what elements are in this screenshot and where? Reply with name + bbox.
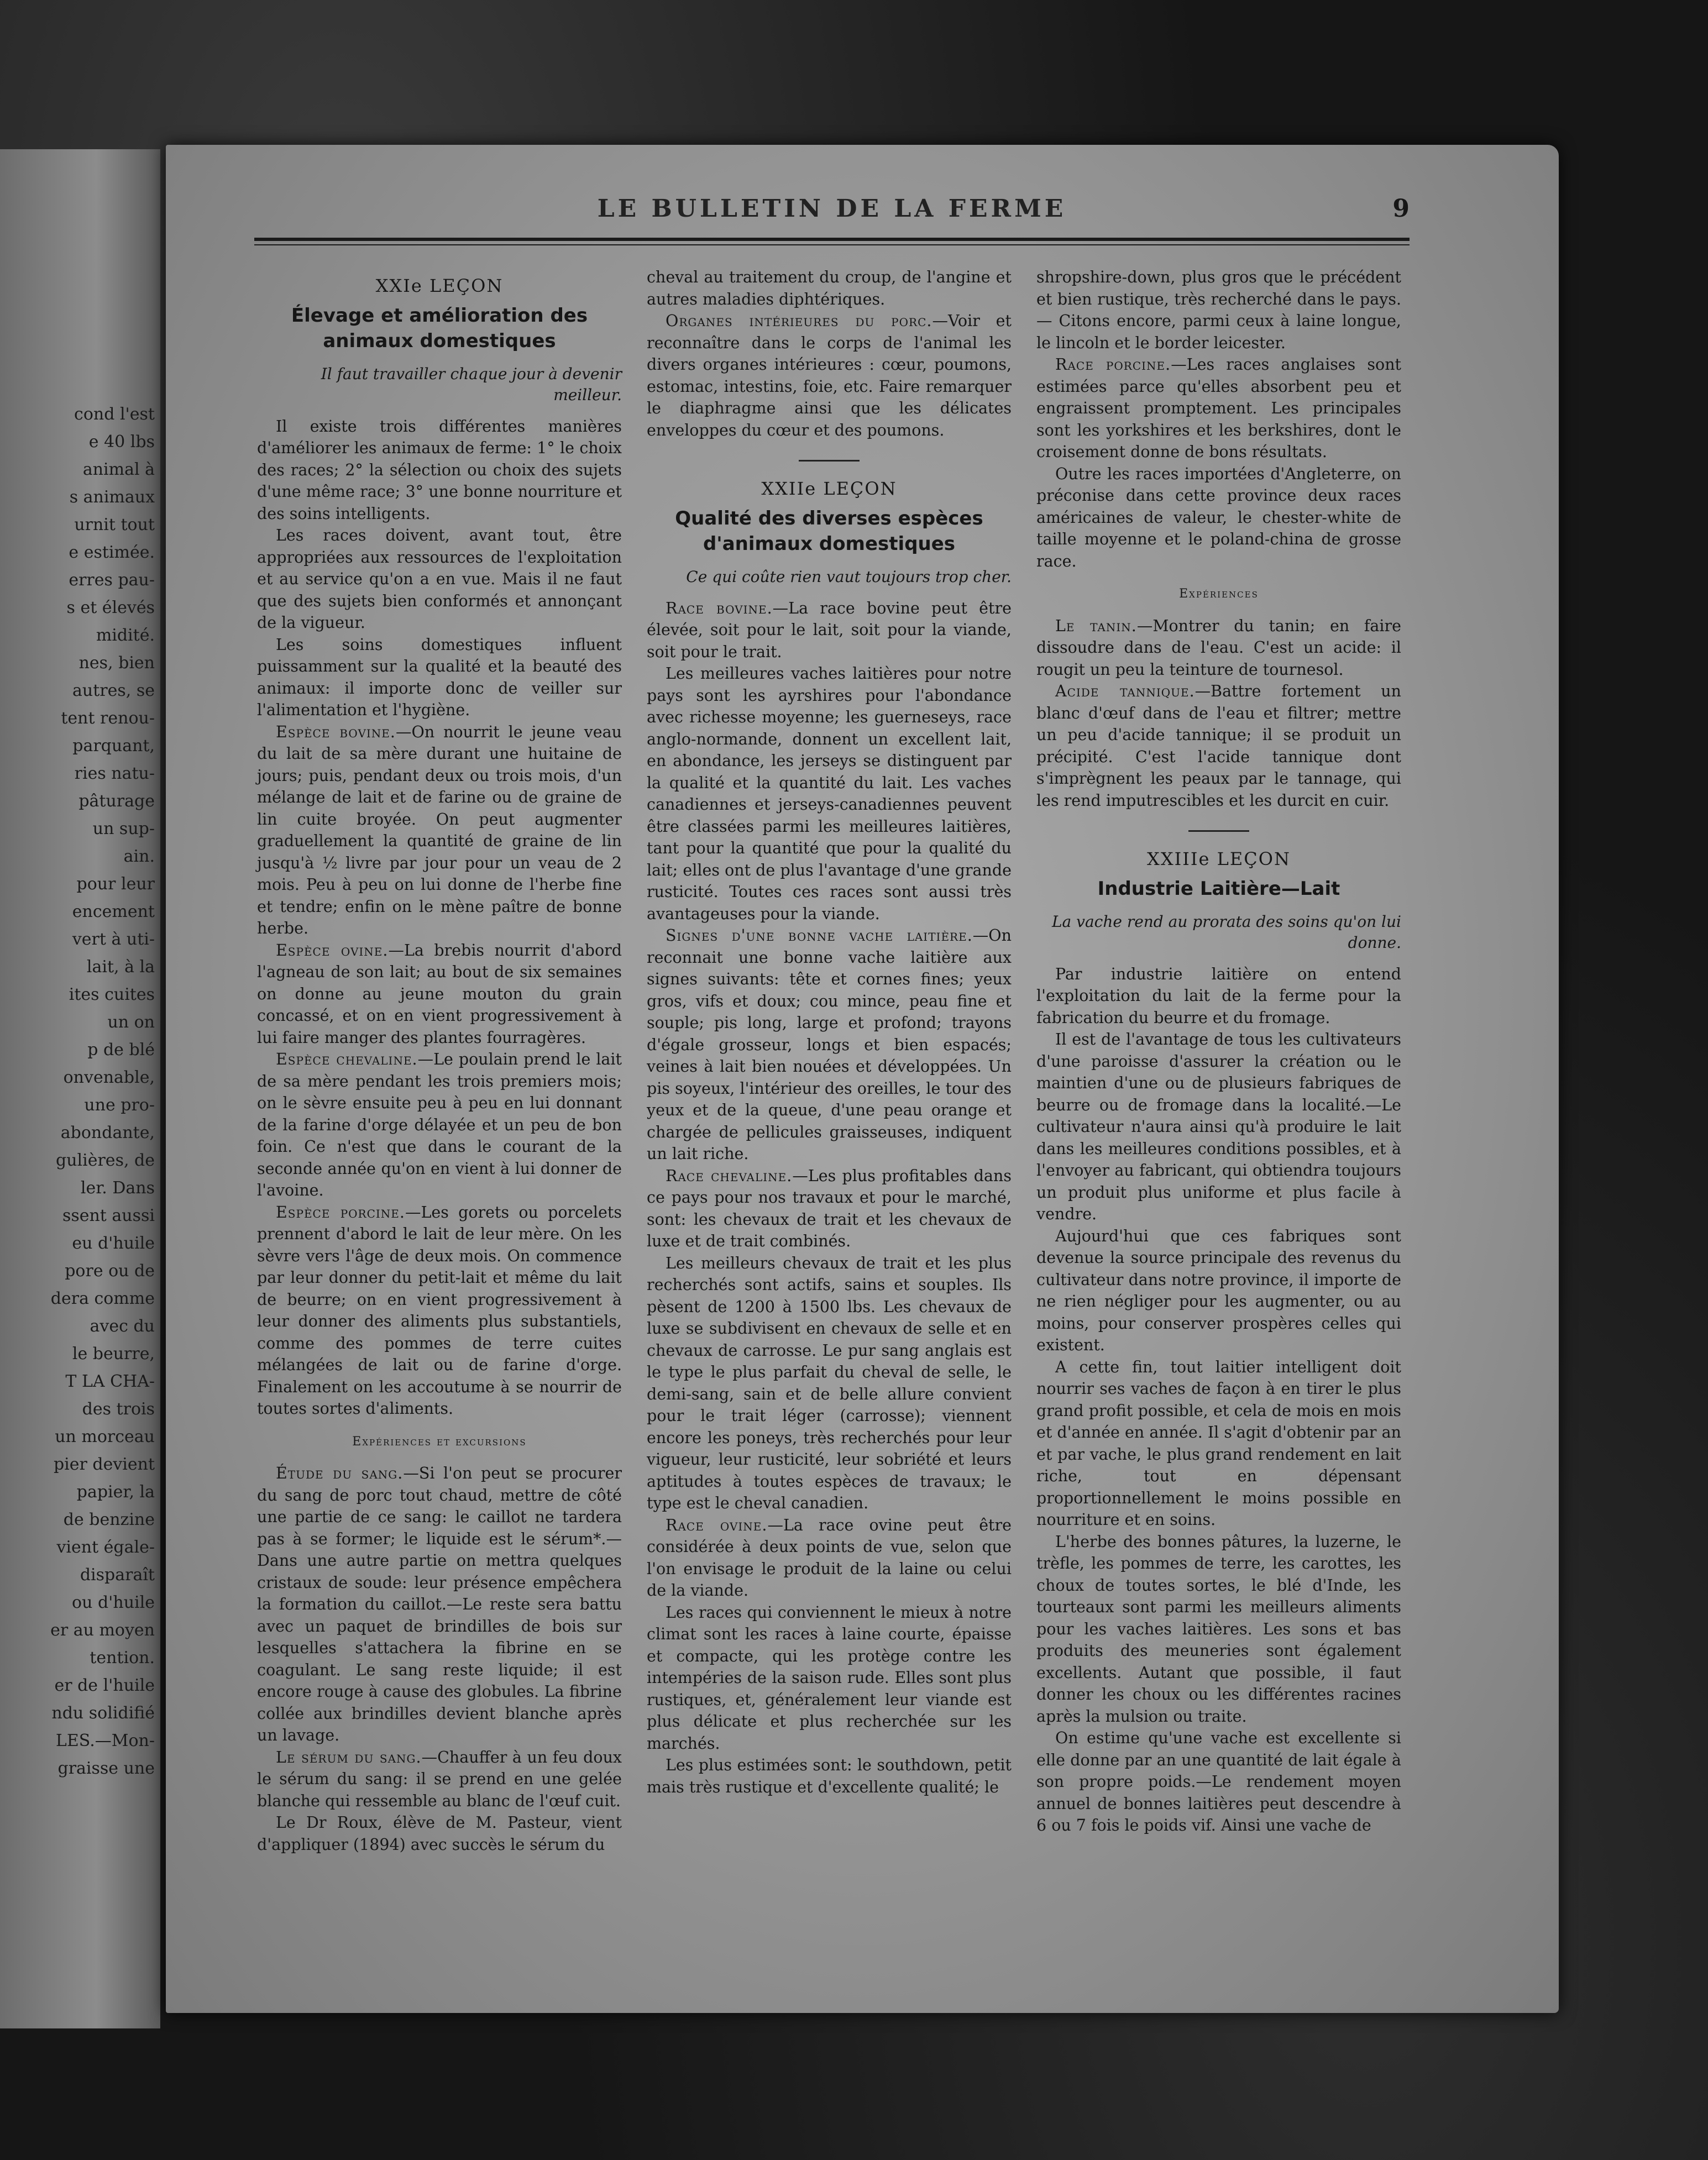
- adjacent-page-line: un on: [107, 1013, 155, 1032]
- adjacent-page-line: dera comme: [50, 1289, 155, 1308]
- adjacent-page-line: encement: [72, 902, 155, 921]
- paragraph: Le tanin.—Montrer du tanin; en faire dissoudre dans de l'eau. C'est un acide: il rougit un peu la teinture de tournesol.: [1036, 616, 1402, 679]
- adjacent-page-line: tention.: [90, 1648, 155, 1668]
- adjacent-page-fragment: [0, 149, 160, 2028]
- paragraph: Espèce bovine.—On nourrit le jeune veau du lait de sa mère durant une huitaine de jours; puis, pendant deux ou trois mois, d'un mélange de lait et de farine ou de graine de lin cuite broyée. On peut augmenter graduellement la quantité de graine de lin jusqu'à ½ livre par jour pour un veau de 2 mois. Peu à peu on lui donne de l'herbe fine et tendre; enfin on le mène paître de bonne herbe.: [257, 722, 622, 937]
- paragraph: Race chevaline.—Les plus profitables dans ce pays pour nos travaux et pour le marché, sont: les chevaux de trait et les chevaux de luxe et de trait combinés.: [647, 1166, 1012, 1250]
- section-separator: [1188, 830, 1249, 832]
- paragraph: shropshire-down, plus gros que le précédent et bien rustique, très recherché dans le pays.— Citons encore, parmi ceux à laine longue, le lincoln et le border leicester.: [1036, 268, 1401, 352]
- paragraph: Organes intérieures du porc.—Voir et reconnaître dans le corps de l'animal les divers organes intérieures : cœur, poumons, estomac, intestins, foie, etc. Faire remarquer le diaphragme ainsi que les délicates enveloppes du cœur et des poumons.: [647, 312, 1012, 439]
- page-number: 9: [1392, 195, 1410, 223]
- paragraph: A cette fin, tout laitier intelligent doit nourrir ses vaches de façon à en tirer le plus grand profit possible, et cela de mois en mois et d'année en année. Il s'agit d'obtenir par an et par vache, le plus grand rendement en lait riche, tout en dépensant proportionnellement le moins possible en nourriture et en soins.: [1036, 1357, 1401, 1529]
- run-in-heading: Signes d'une bonne vache laitière.: [666, 926, 973, 945]
- paragraph: Il est de l'avantage de tous les cultivateurs d'une paroisse d'assurer la création ou le maintien d'une ou de plusieurs fabriques de beurre ou de fromage dans la localité.—Le cultivateur n'aura ainsi qu'à produire le lait dans les meilleures conditions possibles, et à l'envoyer au fabricant, qui obtiendra toujours un produit plus uniforme et plus facile à vendre.: [1036, 1030, 1401, 1223]
- adjacent-page-line: pâturage: [78, 791, 155, 811]
- paragraph: Le Dr Roux, élève de M. Pasteur, vient d'appliquer (1894) avec succès le sérum du: [257, 1813, 622, 1854]
- paragraph: Par industrie laitière on entend l'exploitation du lait de la ferme pour la fabrication du beurre et du fromage.: [1036, 964, 1401, 1027]
- adjacent-page-line: des trois: [82, 1399, 155, 1419]
- adjacent-page-line: erres pau-: [69, 570, 155, 590]
- paragraph: Espèce porcine.—Les gorets ou porcelets prennent d'abord le lait de leur mère. On les sèvre vers l'âge de deux mois. On commence par leur donner du petit-lait et même du lait de beurre; on en vient progressivement à leur donner des aliments plus substantiels, comme des pommes de terre cuites mélangées de lait ou de farine d'orge. Finalement on les accoutume à se nourrir de toutes sortes d'aliments.: [257, 1203, 622, 1418]
- run-in-heading: Race porcine.: [1055, 355, 1171, 374]
- adjacent-page-line: T LA CHA-: [65, 1372, 155, 1391]
- adjacent-page-line: s animaux: [69, 487, 155, 507]
- adjacent-page-line: parquant,: [72, 736, 155, 756]
- paragraph: Outre les races importées d'Angleterre, on préconise dans cette province deux races américaines de valeur, le chester-white de taille moyenne et le poland-china de grosse race.: [1036, 464, 1401, 570]
- adjacent-page-line: e estimée.: [69, 543, 155, 562]
- adjacent-page-line: une pro-: [84, 1095, 155, 1115]
- paragraph: Il existe trois différentes manières d'améliorer les animaux de ferme: 1° le choix des races; 2° la sélection ou choix des sujets d'une même race; 3° une bonne nourriture et des soins intelligents.: [257, 417, 622, 523]
- adjacent-page-line: pier devient: [53, 1455, 155, 1474]
- paragraph: Aujourd'hui que ces fabriques sont devenue la source principale des revenus du cultivateur dans notre province, il importe de ne rien négliger pour les augmenter, ou au moins, pour conserver prospères celles qui existent.: [1036, 1226, 1401, 1354]
- adjacent-page-line: cond l'est: [74, 405, 155, 424]
- adjacent-page-line: vient égale-: [56, 1538, 155, 1557]
- paragraph: Les meilleures vaches laitières pour notre pays sont les ayrshires pour l'abondance avec richesse moyenne; les guerneseys, race anglo-normande, donnent un excellent lait, en abondance, les jerseys se distinguent par la qualité et la quantité du lait. Les vaches canadiennes et jerseys-canadiennes peuvent être classées parmi les meilleures laitières, tant pour la quantité que pour la qualité du lait; elles ont de plus l'avantage d'une grande rusticité. Toutes ces races sont aussi très avantageuses pour la viande.: [647, 664, 1012, 923]
- adjacent-page-line: ain.: [123, 847, 155, 866]
- adjacent-page-line: un morceau: [55, 1427, 155, 1446]
- adjacent-page-line: pore ou de: [65, 1261, 155, 1281]
- run-in-heading: Espèce porcine.: [276, 1203, 405, 1221]
- adjacent-page-line: ndu solidifié: [51, 1703, 155, 1723]
- paragraph: Les plus estimées sont: le southdown, petit mais très rustique et d'excellente qualité; le: [647, 1756, 1012, 1796]
- adjacent-page-line: p de blé: [87, 1040, 155, 1060]
- adjacent-page-line: autres, se: [72, 681, 155, 700]
- adjacent-page-line: gulières, de: [56, 1151, 155, 1170]
- adjacent-page-line: papier, la: [76, 1482, 155, 1502]
- section-subhead: Expériences: [1179, 587, 1259, 601]
- run-in-heading: Organes intérieures du porc.: [666, 312, 932, 330]
- header-rule-thin: [254, 244, 1410, 245]
- run-in-heading: Le tanin.: [1055, 616, 1137, 635]
- adjacent-page-line: pour leur: [76, 874, 155, 894]
- adjacent-page-line: er au moyen: [50, 1621, 155, 1640]
- adjacent-page-line: de benzine: [63, 1510, 155, 1529]
- paragraph: Le sérum du sang.—Chauffer à un feu doux le sérum du sang: il se prend en une gelée blanche qui ressemble au blanc de l'œuf cuit.: [257, 1748, 622, 1810]
- paragraph: cheval au traitement du croup, de l'angine et autres maladies diphtériques.: [647, 268, 1012, 308]
- run-in-heading: Race ovine.: [666, 1516, 768, 1534]
- adjacent-page-line: ries natu-: [74, 764, 155, 783]
- run-in-heading: Espèce chevaline.: [276, 1050, 418, 1068]
- adjacent-page-line: ites cuites: [69, 985, 155, 1004]
- adjacent-page-line: ou d'huile: [72, 1593, 155, 1612]
- adjacent-page-line: avec du: [90, 1317, 155, 1336]
- run-in-heading: Acide tannique.: [1055, 682, 1195, 700]
- adjacent-page-line: animal à: [82, 460, 155, 479]
- paragraph: Les soins domestiques influent puissamment sur la qualité et la beauté des animaux: il importe donc de veiller sur l'alimentation et l'hygiène.: [257, 635, 622, 719]
- lesson-number: XXIIe LEÇON: [761, 478, 897, 499]
- paragraph: Les races qui conviennent le mieux à notre climat sont les races à laine courte, épaisse et compacte, qui les protège contre les intempéries de la saison rude. Elles sont plus rustiques, et, généralement leur viande est plus délicate et plus recherchée sur les marchés.: [647, 1603, 1012, 1753]
- epigraph: Il faut travailler chaque jour à devenir meilleur.: [321, 364, 622, 404]
- lesson-number: XXIe LEÇON: [375, 275, 504, 296]
- paragraph: Acide tannique.—Battre fortement un blanc d'œuf dans de l'eau et filtrer; mettre un peu d'acide tannique; il se produit un précipité. C'est l'acide tannique dont s'imprègnent les peaux par le tannage, qui les rend imputrescibles et les durcit en cuir.: [1036, 682, 1401, 810]
- run-in-heading: Étude du sang.: [276, 1464, 404, 1482]
- paragraph: Race ovine.—La race ovine peut être considérée à deux points de vue, selon que l'on envisage le produit de la laine ou celui de la viande.: [647, 1516, 1012, 1600]
- running-head: LE BULLETIN DE LA FERME: [597, 195, 1067, 223]
- run-in-heading: Espèce bovine.: [276, 722, 396, 741]
- column-1: [257, 266, 622, 1855]
- adjacent-page-line: un sup-: [92, 819, 155, 838]
- lesson-title: Élevage et amélioration des animaux domestiques: [291, 304, 588, 352]
- adjacent-page-line: urnit tout: [74, 515, 155, 534]
- adjacent-page-line: ssent aussi: [62, 1206, 155, 1225]
- epigraph: Ce qui coûte rien vaut toujours trop cher.: [686, 567, 1012, 586]
- adjacent-page-line: disparaît: [80, 1565, 155, 1585]
- lesson-number: XXIIIe LEÇON: [1147, 848, 1291, 869]
- paragraph: Les races doivent, avant tout, être appropriées aux ressources de l'exploitation et au service qu'on a en vue. Mais il ne faut que des sujets bien conformés et annonçant de la vigueur.: [257, 526, 622, 632]
- page-header: [254, 195, 1410, 233]
- adjacent-page-line: tent renou-: [61, 709, 155, 728]
- adjacent-page-line: onvenable,: [63, 1068, 155, 1087]
- section-separator: [799, 460, 860, 462]
- adjacent-page-line: nes, bien: [78, 653, 155, 673]
- adjacent-page-line: s et élevés: [66, 598, 155, 617]
- adjacent-page-line: lait, à la: [86, 957, 155, 977]
- paragraph: Signes d'une bonne vache laitière.—On reconnait une bonne vache laitière aux signes suivants: tête et cornes fines; yeux gros, vifs et doux; cou mince, peau fine et souple; pis long, large et profond; trayons d'égale grosseur, longs et bien espacés; veines à lait bien nouées et développées. Un pis soyeux, l'intérieur des oreilles, le tour des yeux et de la queue, d'une peau orange et chargée de pellicules graisseuses, indiquent un lait riche.: [647, 926, 1012, 1163]
- run-in-heading: Espèce ovine.: [276, 941, 389, 960]
- epigraph: La vache rend au prorata des soins qu'on lui donne.: [1051, 912, 1401, 952]
- run-in-heading: Race chevaline.: [666, 1166, 793, 1185]
- adjacent-page-line: ler. Dans: [80, 1178, 155, 1198]
- adjacent-page-line: vert à uti-: [72, 930, 155, 949]
- paragraph: On estime qu'une vache est excellente si elle donne par an une quantité de lait égale à son propre poids.—Le rendement moyen annuel de bonnes laitières peut descendre à 6 ou 7 fois le poids vif. Ainsi une vache de: [1036, 1729, 1401, 1834]
- newspaper-page: [166, 145, 1559, 2013]
- lesson-title: Qualité des diverses espèces d'animaux domestiques: [675, 507, 983, 555]
- adjacent-page-line: er de l'huile: [54, 1676, 155, 1695]
- paragraph: Les meilleurs chevaux de trait et les plus recherchés sont actifs, sains et souples. Ils pèsent de 1200 à 1500 lbs. Les chevaux de luxe se subdivisent en chevaux de selle et en chevaux de carrosse. Le pur sang anglais est le type le plus parfait du cheval de selle, le demi-sang, sain et de belle allure convient pour le trait léger (carrosse); viennent encore les poneys, très recherchés pour leur vigueur, leur rusticité, leur sobriété et leurs aptitudes à toutes espèces de travaux; le type est le cheval canadien.: [647, 1254, 1012, 1512]
- column-2: [647, 266, 1012, 1798]
- adjacent-page-line: eu d'huile: [72, 1234, 155, 1253]
- section-subhead: Expériences et excursions: [352, 1434, 527, 1449]
- run-in-heading: Race bovine.: [666, 599, 773, 617]
- run-in-heading: Le sérum du sang.: [276, 1748, 422, 1766]
- paragraph: Espèce chevaline.—Le poulain prend le lait de sa mère pendant les trois premiers mois; on le sèvre ensuite peu à peu en lui donnant de la farine d'orge délayée et un peu de bon foin. Ce n'est que dans le courant de la seconde année qu'on en vient à lui donner de l'avoine.: [257, 1050, 622, 1199]
- adjacent-page-line: le beurre,: [72, 1344, 155, 1364]
- paragraph: Espèce ovine.—La brebis nourrit d'abord l'agneau de son lait; au bout de six semaines on donne au jeune mouton du grain concassé, et on en vient progressivement à lui faire manger des plantes fourragères.: [257, 941, 622, 1047]
- lesson-title: Industrie Laitière—Lait: [1097, 877, 1340, 900]
- paragraph: L'herbe des bonnes pâtures, la luzerne, le trèfle, les pommes de terre, les carottes, les choux de toutes sortes, le blé d'Inde, les tourteaux sont parmi les meilleurs aliments pour les vaches laitières. Les sons et bas produits des meuneries sont également excellents. Autant que possible, il faut donner les choux ou les différentes racines après la mulsion ou traite.: [1036, 1532, 1401, 1726]
- header-rule: [254, 238, 1410, 241]
- adjacent-page-line: midité.: [96, 626, 155, 645]
- column-3: [1036, 266, 1401, 1837]
- adjacent-page-line: e 40 lbs: [88, 432, 155, 452]
- paragraph: Race porcine.—Les races anglaises sont estimées parce qu'elles absorbent peu et engraissent promptement. Les principales sont les yorkshires et les berkshires, dont le croisement donne de bons résultats.: [1036, 355, 1402, 461]
- adjacent-page-line: LES.—Mon-: [55, 1731, 155, 1750]
- paragraph: Étude du sang.—Si l'on peut se procurer du sang de porc tout chaud, mettre de côté une partie de ce sang: le caillot ne tardera pas à se former; le liquide est le sérum*.— Dans une autre partie on mettra quelques cristaux de soude: leur présence empêchera la formation du caillot.—Le reste sera battu avec un paquet de brindilles de bois sur lesquelles s'attachera la fibrine en se coagulant. Le sang reste liquide; il est encore rouge à cause des globules. La fibrine collée aux brindilles devient blanche après un lavage.: [257, 1464, 622, 1744]
- adjacent-page-line: abondante,: [60, 1123, 155, 1142]
- adjacent-page-line: graisse une: [57, 1759, 155, 1778]
- paragraph: Race bovine.—La race bovine peut être élevée, soit pour le lait, soit pour la viande, soit pour le trait.: [647, 599, 1012, 661]
